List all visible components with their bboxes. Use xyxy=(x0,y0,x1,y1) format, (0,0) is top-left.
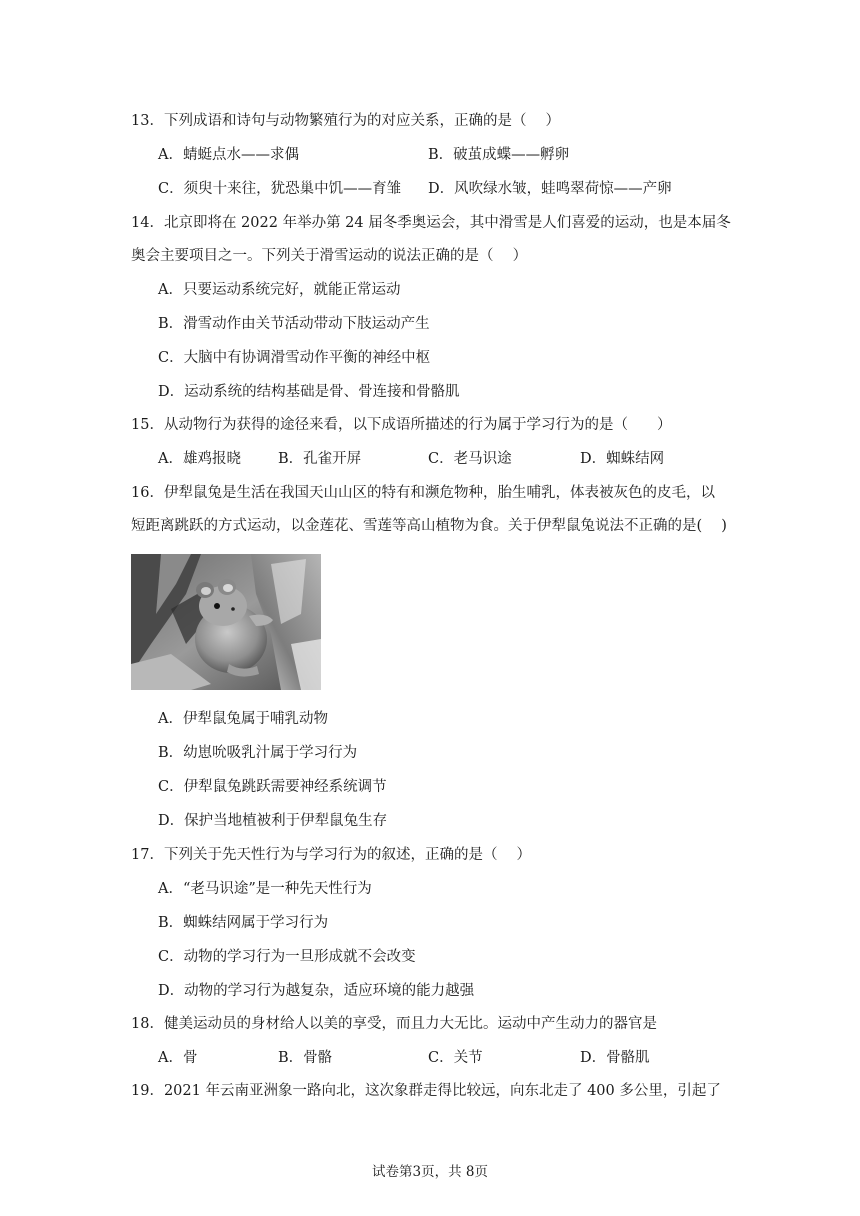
question-15-stem: 15．从动物行为获得的途径来看，以下成语所描述的行为属于学习行为的是（ ） xyxy=(131,417,672,433)
pika-photo-image xyxy=(131,554,321,690)
question-16-stem-line-2: 短距离跳跃的方式运动，以金莲花、雪莲等高山植物为食。关于伊犁鼠兔说法不正确的是( ) xyxy=(131,518,727,534)
question-13-stem: 13．下列成语和诗句与动物繁殖行为的对应关系，正确的是（ ） xyxy=(131,113,561,129)
page-footer: 试卷第3页，共 8页 xyxy=(372,1164,488,1180)
question-13-option-a: A．蜻蜓点水——求偶 xyxy=(158,147,299,163)
question-14-option-c: C．大脑中有协调滑雪动作平衡的神经中枢 xyxy=(158,350,431,366)
question-17-stem: 17．下列关于先天性行为与学习行为的叙述，正确的是（ ） xyxy=(131,847,532,863)
question-13-option-c: C．须臾十来往，犹恐巢中饥——育雏 xyxy=(158,181,402,197)
question-15-option-c: C．老马识途 xyxy=(428,451,512,467)
question-15-option-d: D．蜘蛛结网 xyxy=(580,451,665,467)
question-18-option-b: B．骨骼 xyxy=(278,1050,333,1066)
question-17-option-d: D．动物的学习行为越复杂，适应环境的能力越强 xyxy=(158,983,475,999)
question-14-stem-line-2: 奥会主要项目之一。下列关于滑雪运动的说法正确的是（ ） xyxy=(131,248,528,264)
question-16-option-c: C．伊犁鼠兔跳跃需要神经系统调节 xyxy=(158,779,387,795)
question-16-option-b: B．幼崽吮吸乳汁属于学习行为 xyxy=(158,745,358,761)
question-17-option-a: A．“老马识途”是一种先天性行为 xyxy=(158,881,372,897)
question-16-option-a: A．伊犁鼠兔属于哺乳动物 xyxy=(158,711,328,727)
question-18-stem: 18．健美运动员的身材给人以美的享受，而且力大无比。运动中产生动力的器官是 xyxy=(131,1016,657,1032)
question-13-option-b: B．破茧成蝶——孵卵 xyxy=(428,147,570,163)
question-14-option-b: B．滑雪动作由关节活动带动下肢运动产生 xyxy=(158,316,430,332)
question-17-option-c: C．动物的学习行为一旦形成就不会改变 xyxy=(158,949,416,965)
question-17-option-b: B．蜘蛛结网属于学习行为 xyxy=(158,915,329,931)
question-14-stem-line-1: 14．北京即将在 2022 年举办第 24 届冬季奥运会，其中滑雪是人们喜爱的运动，也是本届冬 xyxy=(131,215,731,231)
question-15-option-b: B．孔雀开屏 xyxy=(278,451,362,467)
question-16-option-d: D．保护当地植被利于伊犁鼠兔生存 xyxy=(158,813,388,829)
question-14-option-a: A．只要运动系统完好，就能正常运动 xyxy=(158,282,401,298)
question-18-option-c: C．关节 xyxy=(428,1050,483,1066)
question-18-option-d: D．骨骼肌 xyxy=(580,1050,650,1066)
question-15-option-a: A．雄鸡报晓 xyxy=(158,451,241,467)
question-13-option-d: D．风吹绿水皱，蛙鸣翠荷惊——产卵 xyxy=(428,181,672,197)
question-18-option-a: A．骨 xyxy=(158,1050,198,1066)
question-16-stem-line-1: 16．伊犁鼠兔是生活在我国天山山区的特有和濒危物种，胎生哺乳，体表被灰色的皮毛，以 xyxy=(131,485,715,501)
pika-photo xyxy=(131,554,321,690)
question-19-stem: 19．2021 年云南亚洲象一路向北，这次象群走得比较远，向东北走了 400 多公里，引起了 xyxy=(131,1083,721,1099)
question-14-option-d: D．运动系统的结构基础是骨、骨连接和骨骼肌 xyxy=(158,384,460,400)
